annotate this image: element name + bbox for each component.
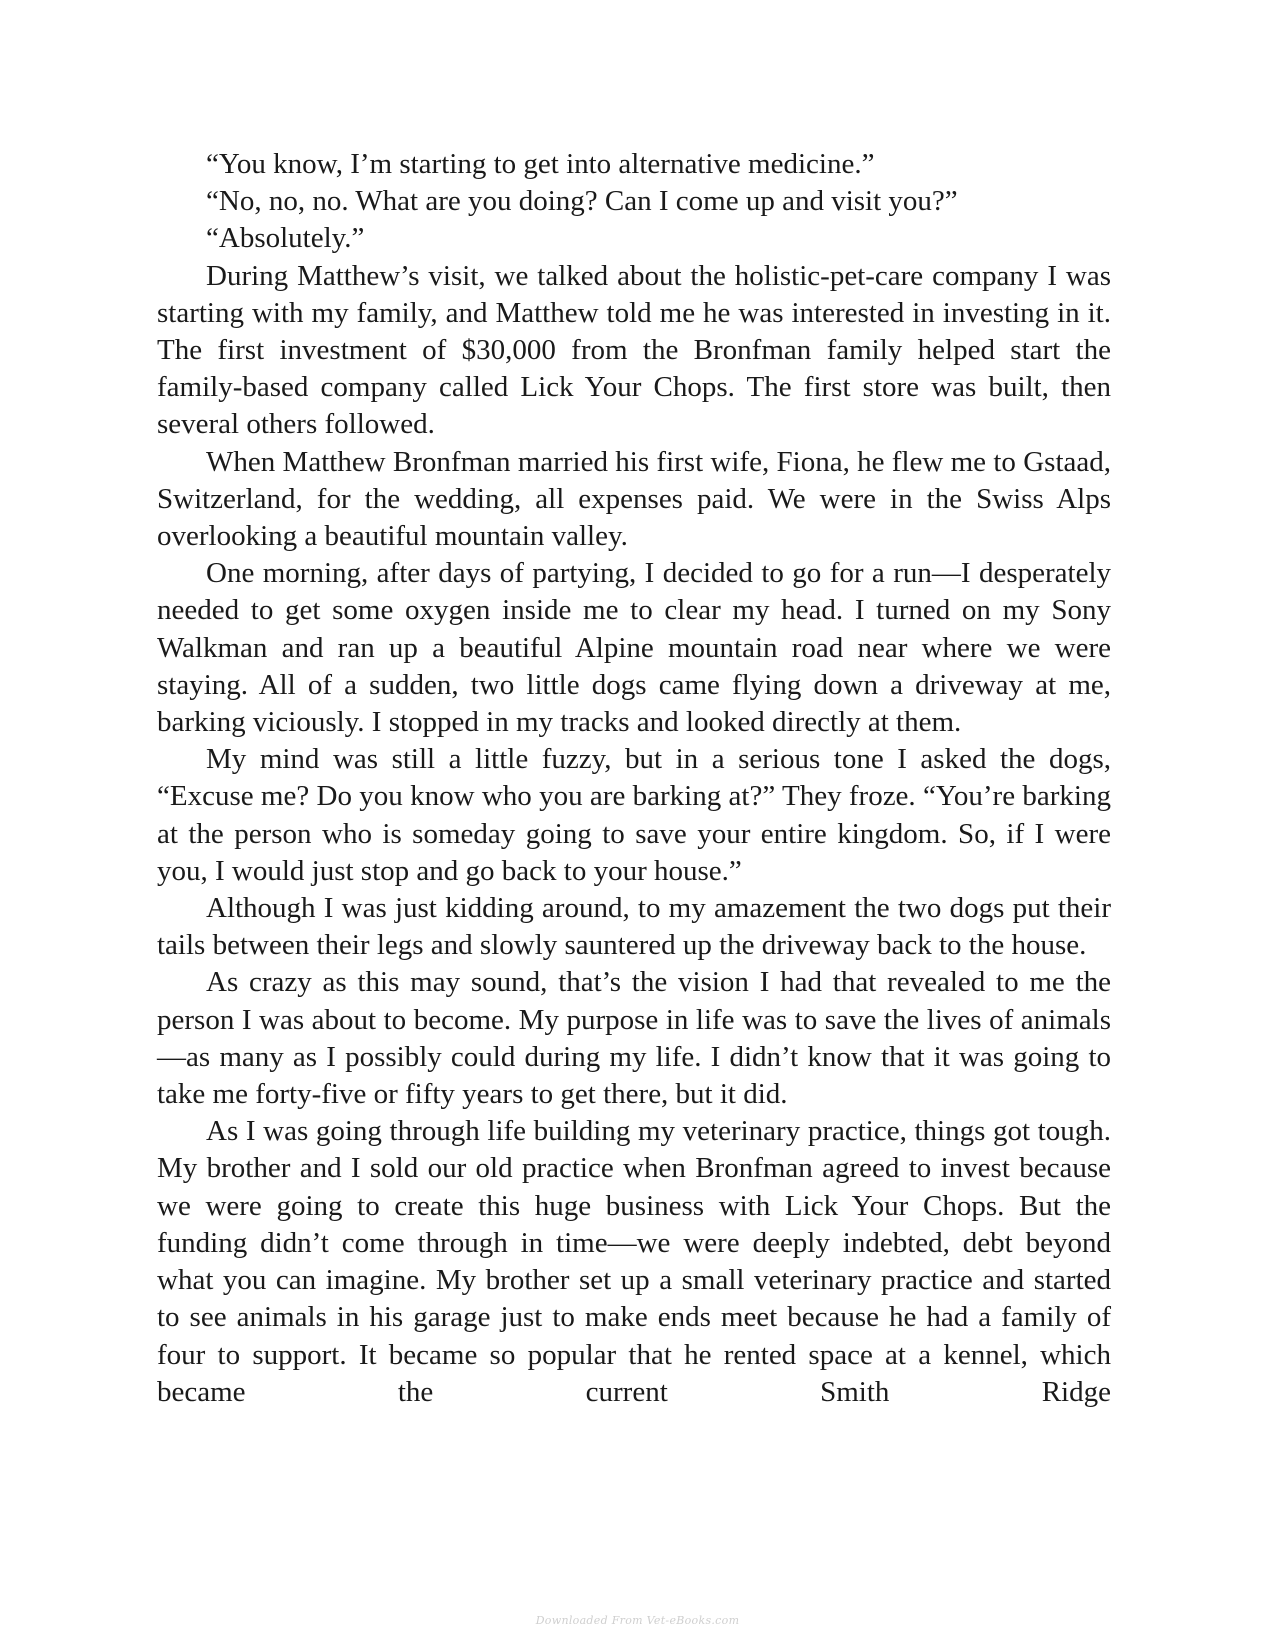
paragraph-1: “You know, I’m starting to get into alternative medicine.” [206,148,875,180]
paragraph-4: During Matthew’s visit, we talked about the holistic-pet-care company I was starting with my family, and Matthew told me he was interested in investing in it. The first investment of $30,000 from the Bronfman family helped start the family-based company called Lick Your Chops. The first store was built, then several others followed. [157,259,1111,441]
paragraph-10: As I was going through life building my veterinary practice, things got tough. My brother and I sold our old practice when Bronfman agreed to invest because we were going to create this huge business with Lick Your Chops. But the funding didn’t come through in time—we were deeply indebted, debt beyond what you can imagine. My brother set up a small veterinary practice and started to see animals in his garage just to make ends meet because he had a family of four to support. It became so popular that he rented space at a kennel, which became the current Smith Ridge [157,1115,1111,1408]
paragraph-7: My mind was still a little fuzzy, but in a serious tone I asked the dogs, “Excuse me? Do you know who you are barking at?” They froze. “You’re barking at the person who is someday going to save your entire kingdom. So, if I were you, I would just stop and go back to your house.” [157,743,1111,887]
body-text [157,146,1111,1411]
paragraph-9: As crazy as this may sound, that’s the vision I had that revealed to me the person I was about to become. My purpose in life was to save the lives of animals—as many as I possibly could during my life. I didn’t know that it was going to take me forty-five or fifty years to get there, but it did. [157,966,1111,1111]
paragraph-6: One morning, after days of partying, I decided to go for a run—I desperately needed to get some oxygen inside me to clear my head. I turned on my Sony Walkman and ran up a beautiful Alpine mountain road near where we were staying. All of a sudden, two little dogs came flying down a driveway at me, barking viciously. I stopped in my tracks and looked directly at them. [157,557,1111,739]
paragraph-8: Although I was just kidding around, to my amazement the two dogs put their tails between their legs and slowly sauntered up the driveway back to the house. [157,892,1111,962]
paragraph-2: “No, no, no. What are you doing? Can I come up and visit you?” [206,185,958,218]
paragraph-5: When Matthew Bronfman married his first wife, Fiona, he flew me to Gstaad, Switzerland, for the wedding, all expenses paid. We were in the Swiss Alps overlooking a beautiful mountain valley. [157,445,1111,553]
paragraph-3: “Absolutely.” [206,222,365,255]
footer-watermark: Downloaded From Vet-eBooks.com [535,1614,740,1627]
